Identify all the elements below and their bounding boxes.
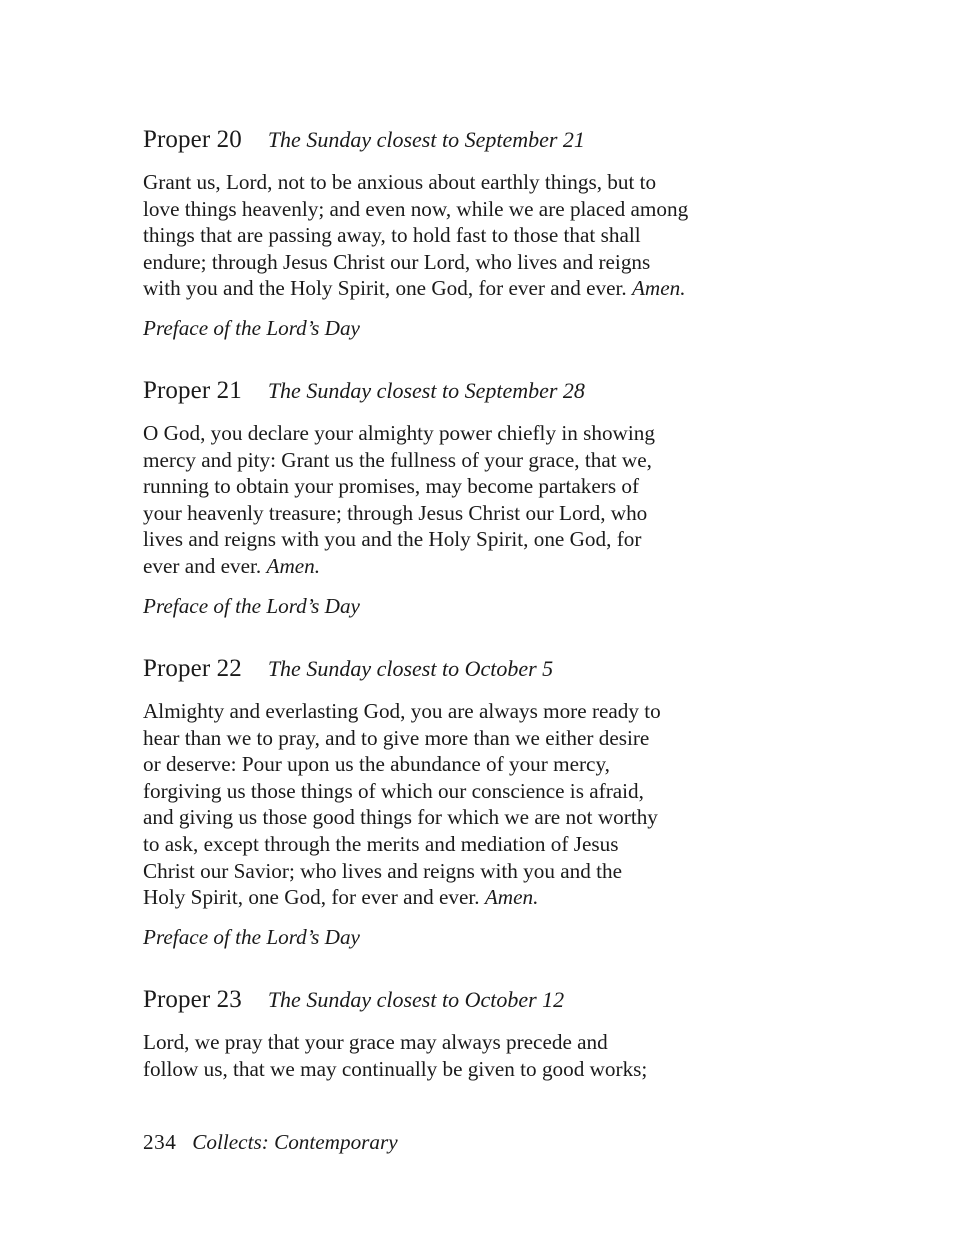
collect-text [143,698,661,911]
proper-title: Proper 20 [143,126,242,153]
collect-line: to ask, except through the merits and mediation of Jesus [143,831,619,856]
collect-line: Lord, we pray that your grace may always precede and [143,1030,608,1054]
section-heading [143,378,585,403]
section-heading [143,127,585,152]
collect-line-last [143,275,688,302]
collect-line: forgiving us those things of which our conscience is afraid, [143,778,644,803]
collect-line: Almighty and everlasting God, you are always more ready to [143,699,661,723]
proper-title: Proper 21 [143,377,242,404]
page-footer [143,1132,398,1153]
proper-title: Proper 22 [143,655,242,682]
page-number: 234 [143,1130,177,1154]
proper-date: The Sunday closest to October 12 [267,987,565,1012]
collect-text [143,420,655,580]
preface-note: Preface of the Lord’s Day [143,594,360,618]
collect-line: mercy and pity: Grant us the fullness of your grace, that we, [143,447,652,472]
collect-line: O God, you declare your almighty power chiefly in showing [143,421,655,445]
preface-note: Preface of the Lord’s Day [143,925,360,949]
collect-line-last [143,553,655,580]
collect-line: things that are passing away, to hold fast to those that shall [143,223,641,248]
running-title: Collects: Contemporary [192,1130,398,1154]
collect-line: follow us, that we may continually be given to good works; [143,1056,648,1081]
collect-line: Christ our Savior; who lives and reigns with you and the [143,858,623,883]
collect-line: lives and reigns with you and the Holy Spirit, one God, for [143,527,642,552]
collect-line-text: Holy Spirit, one God, for ever and ever. [143,885,480,910]
collect-text [143,169,688,302]
collect-line: or deserve: Pour upon us the abundance of your mercy, [143,752,610,777]
proper-date: The Sunday closest to September 21 [267,127,585,152]
collect-line: running to obtain your promises, may become partakers of [143,474,640,499]
collect-text [143,1029,647,1082]
collect-line-text: ever and ever. [143,553,262,578]
section-heading [143,656,553,681]
section-heading [143,987,564,1012]
amen: Amen. [484,885,539,910]
collect-line-text: with you and the Holy Spirit, one God, for ever and ever. [143,276,627,301]
preface-note: Preface of the Lord’s Day [143,316,360,340]
collect-line: Grant us, Lord, not to be anxious about earthly things, but to [143,170,657,194]
collect-line-last [143,884,661,911]
amen: Amen. [631,276,686,301]
collect-line: and giving us those good things for which we are not worthy [143,805,658,830]
collect-line: love things heavenly; and even now, while we are placed among [143,196,689,221]
amen: Amen. [266,553,321,578]
collect-line: hear than we to pray, and to give more than we either desire [143,725,650,750]
proper-title: Proper 23 [143,986,242,1013]
collect-line: endure; through Jesus Christ our Lord, who lives and reigns [143,249,651,274]
proper-date: The Sunday closest to September 28 [267,378,585,403]
proper-date: The Sunday closest to October 5 [267,656,554,681]
collect-line: your heavenly treasure; through Jesus Christ our Lord, who [143,500,648,525]
